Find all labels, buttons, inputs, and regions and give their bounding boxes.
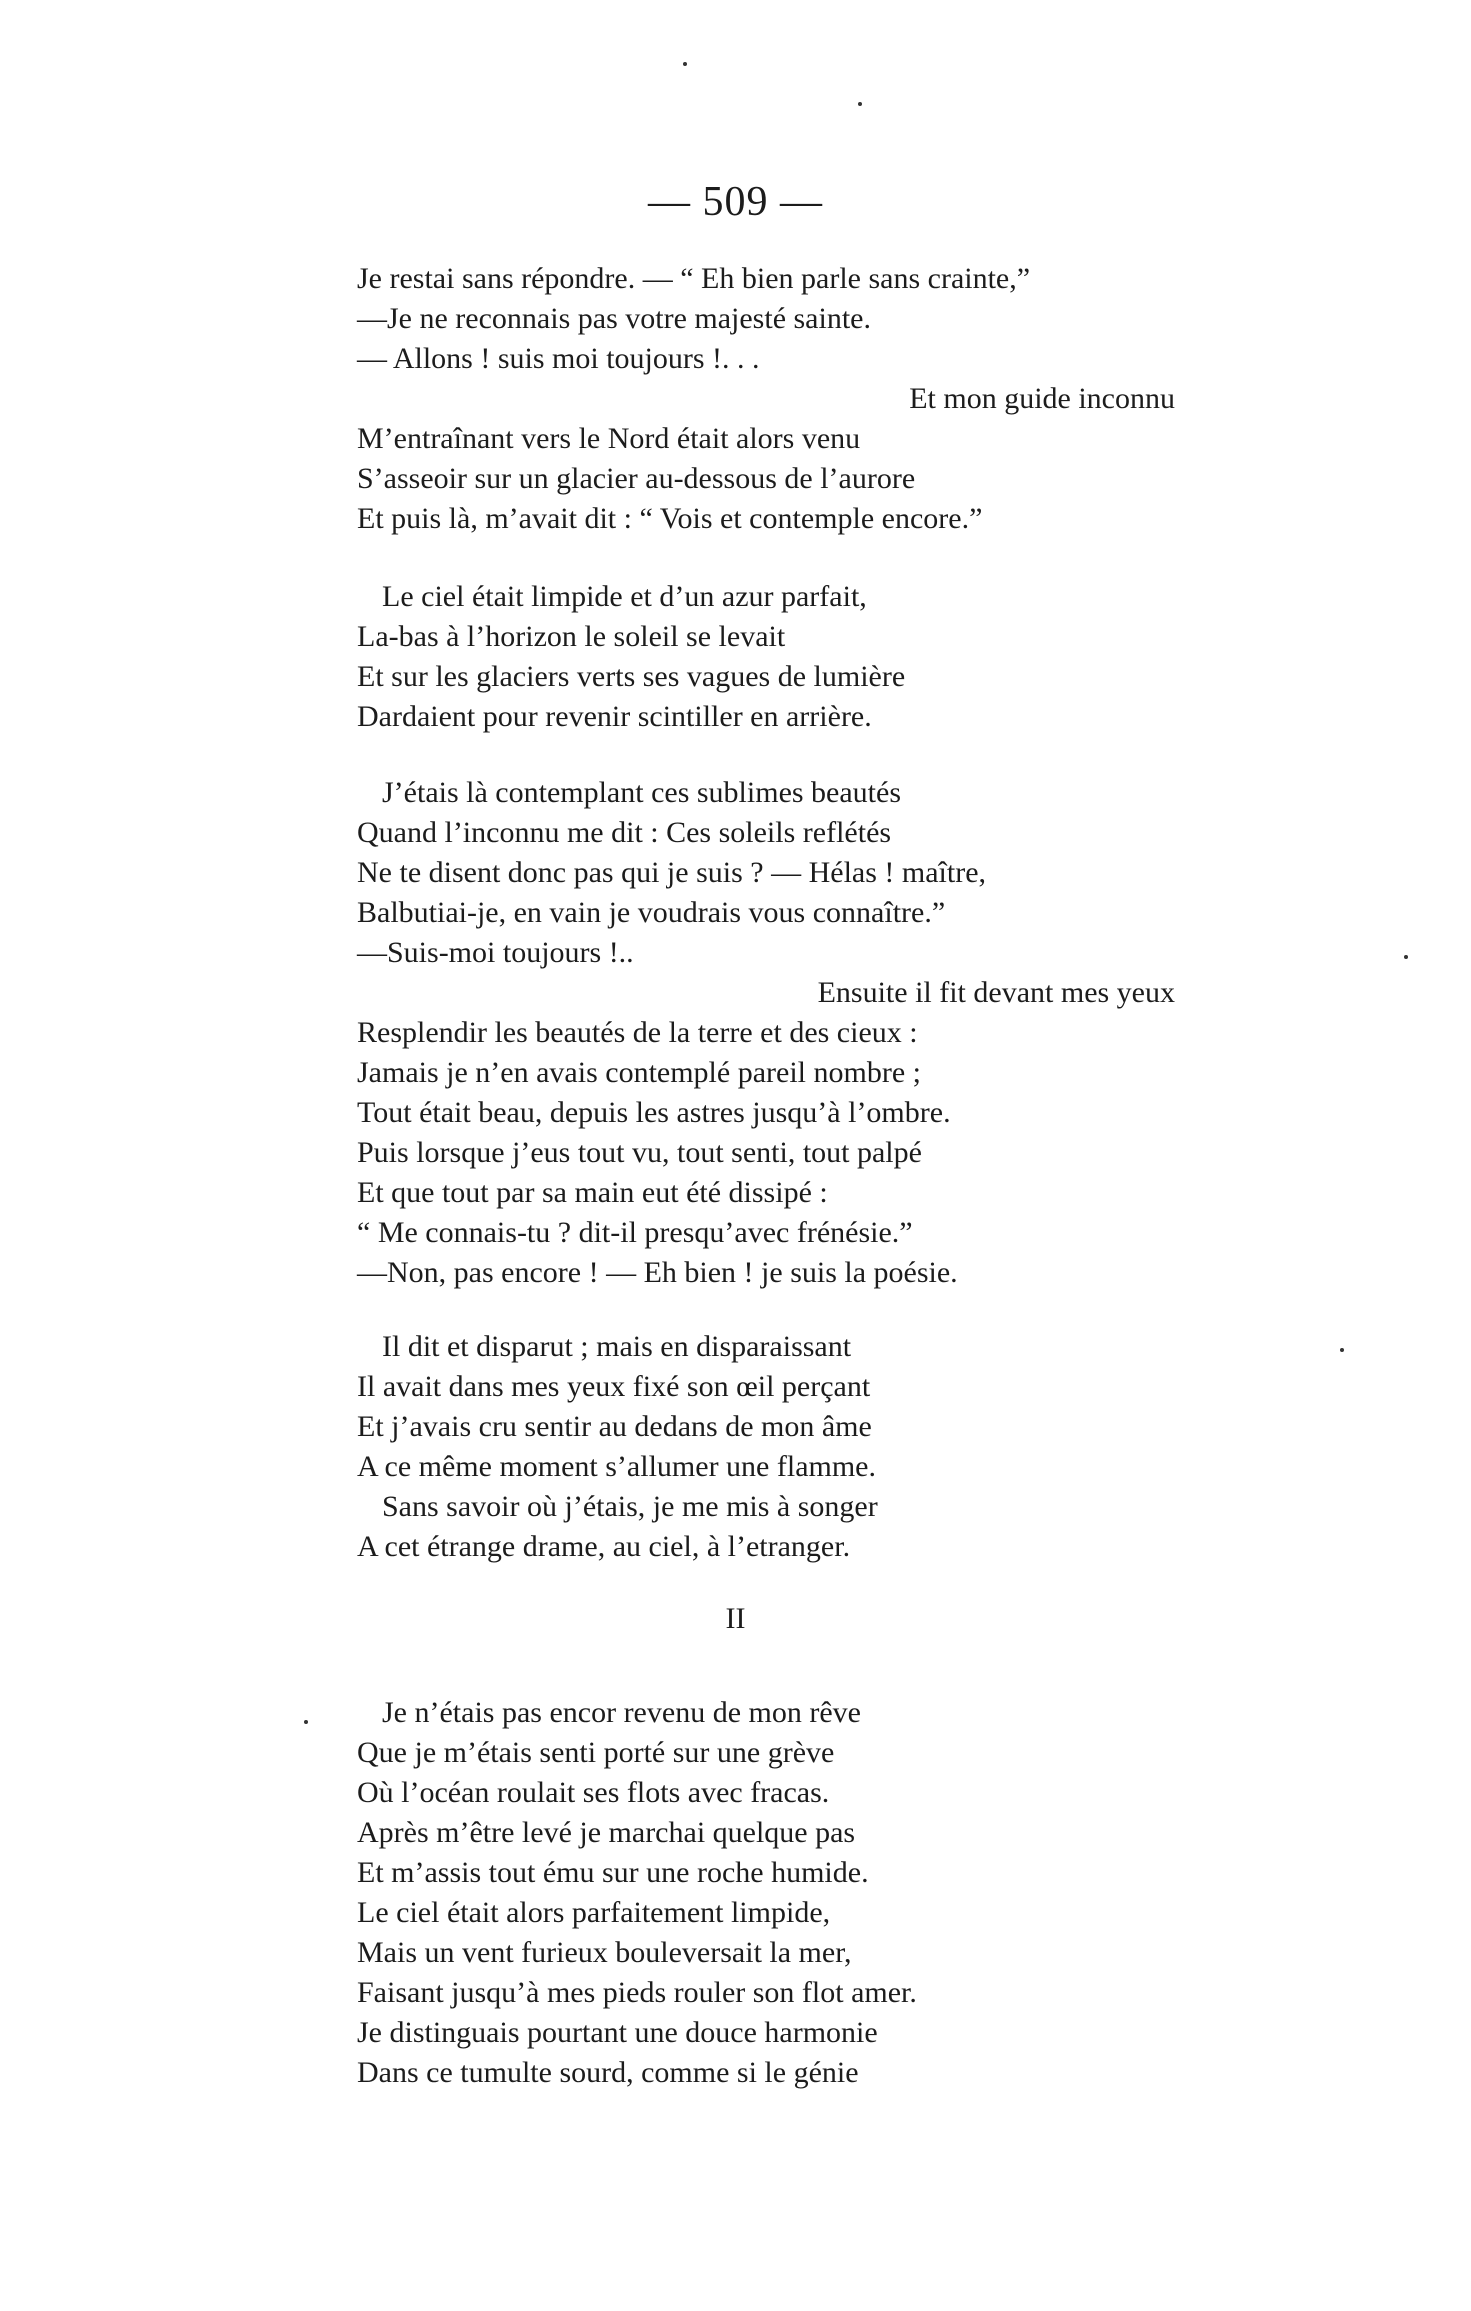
verse-line: Et puis là, m’avait dit : “ Vois et contemple encore.” — [357, 502, 983, 535]
verse-line: Le ciel était alors parfaitement limpide, — [357, 1896, 831, 1929]
verse-line: J’étais là contemplant ces sublimes beautés — [382, 776, 902, 809]
verse-line: Ne te disent donc pas qui je suis ? — Hélas ! maître, — [357, 856, 987, 889]
verse-line: “ Me connais-tu ? dit-il presqu’avec frénésie.” — [357, 1216, 913, 1249]
verse-line: Dans ce tumulte sourd, comme si le génie — [357, 2056, 859, 2089]
scan-speck — [683, 62, 687, 66]
section-number: II — [725, 1602, 746, 1635]
verse-line: A ce même moment s’allumer une flamme. — [357, 1450, 876, 1483]
verse-line: Après m’être levé je marchai quelque pas — [357, 1816, 856, 1849]
verse-line: A cet étrange drame, au ciel, à l’etranger. — [357, 1530, 851, 1563]
verse-line: —Je ne reconnais pas votre majesté sainte. — [357, 302, 871, 335]
verse-line: Je restai sans répondre. — “ Eh bien parle sans crainte,” — [357, 262, 1031, 295]
verse-line: Faisant jusqu’à mes pieds rouler son flot amer. — [357, 1976, 917, 2009]
verse-line: M’entraînant vers le Nord était alors venu — [357, 422, 861, 455]
verse-line: Resplendir les beautés de la terre et des cieux : — [357, 1016, 918, 1049]
verse-line: Le ciel était limpide et d’un azur parfait, — [382, 580, 867, 613]
verse-line: Et sur les glaciers verts ses vagues de lumière — [357, 660, 906, 693]
scan-speck — [304, 1720, 308, 1724]
verse-line: —Non, pas encore ! — Eh bien ! je suis la poésie. — [357, 1256, 958, 1289]
verse-line: Dardaient pour revenir scintiller en arrière. — [357, 700, 872, 733]
verse-line: — Allons ! suis moi toujours !. . . — [357, 342, 760, 375]
page-number: — 509 — — [648, 179, 823, 225]
verse-line: Et mon guide inconnu — [909, 382, 1175, 415]
verse-line: Tout était beau, depuis les astres jusqu’à l’ombre. — [357, 1096, 951, 1129]
verse-line: Il avait dans mes yeux fixé son œil perçant — [357, 1370, 871, 1403]
scan-speck — [858, 102, 862, 106]
verse-line: Sans savoir où j’étais, je me mis à songer — [382, 1490, 878, 1523]
verse-line: Il dit et disparut ; mais en disparaissant — [382, 1330, 852, 1363]
scan-speck — [1340, 1348, 1344, 1352]
verse-line: Je n’étais pas encor revenu de mon rêve — [382, 1696, 861, 1729]
verse-line: Jamais je n’en avais contemplé pareil nombre ; — [357, 1056, 921, 1089]
verse-line: Où l’océan roulait ses flots avec fracas. — [357, 1776, 830, 1809]
scan-speck — [1404, 955, 1408, 959]
verse-line: Quand l’inconnu me dit : Ces soleils reflétés — [357, 816, 892, 849]
verse-line: Et que tout par sa main eut été dissipé : — [357, 1176, 828, 1209]
verse-line: —Suis-moi toujours !.. — [357, 936, 634, 969]
verse-line: Balbutiai-je, en vain je voudrais vous connaître.” — [357, 896, 946, 929]
verse-line: Et j’avais cru sentir au dedans de mon âme — [357, 1410, 872, 1443]
verse-line: Ensuite il fit devant mes yeux — [817, 976, 1175, 1009]
verse-line: Je distinguais pourtant une douce harmonie — [357, 2016, 878, 2049]
verse-line: Mais un vent furieux bouleversait la mer, — [357, 1936, 852, 1969]
verse-line: La-bas à l’horizon le soleil se levait — [357, 620, 786, 653]
verse-line: S’asseoir sur un glacier au-dessous de l’aurore — [357, 462, 916, 495]
verse-line: Et m’assis tout ému sur une roche humide. — [357, 1856, 869, 1889]
verse-line: Que je m’étais senti porté sur une grève — [357, 1736, 835, 1769]
verse-line: Puis lorsque j’eus tout vu, tout senti, tout palpé — [357, 1136, 922, 1169]
